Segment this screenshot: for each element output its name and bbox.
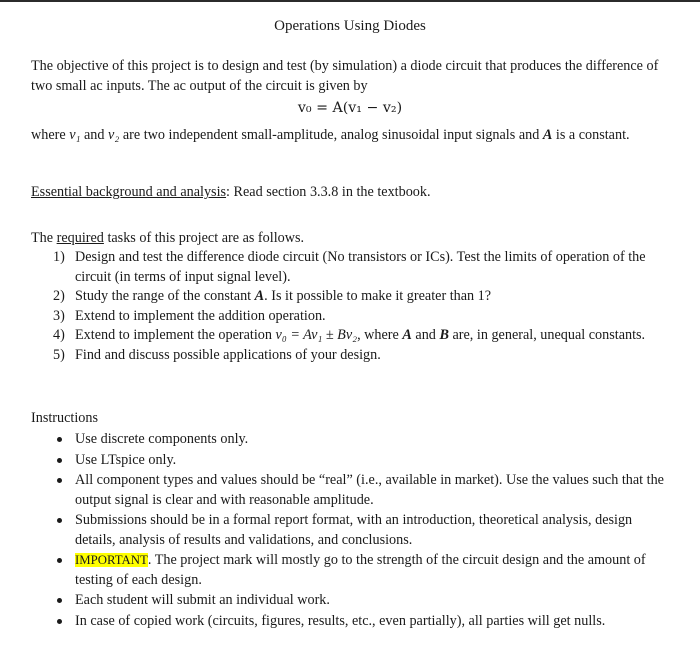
- instruction-item: [53, 591, 669, 611]
- tasks-intro-pre: The: [31, 230, 57, 246]
- instruction-text: In case of copied work (circuits, figures, results, etc., even partially), all parties will get nulls.: [75, 612, 606, 629]
- instruction-text: Use LTspice only.: [75, 451, 177, 468]
- output-formula: v₀ = A(v₁ − v₂): [297, 100, 403, 116]
- task-number: 2): [53, 288, 65, 304]
- instruction-text: Submissions should be in a formal report format, with an introduction, theoretical analysis, design details, analysis of results and validations, and conclusions.: [75, 512, 633, 548]
- task-text: . Is it possible to make it greater than 1?: [264, 288, 492, 304]
- instruction-text: . The project mark will mostly go to the strength of the circuit design and the amount of testing of each design.: [75, 552, 646, 588]
- instruction-item: [53, 551, 669, 590]
- task-number: 3): [53, 307, 65, 324]
- instruction-item: [53, 511, 669, 550]
- tasks-list: [53, 248, 669, 365]
- where-paragraph: [31, 125, 671, 145]
- where-end: is a constant.: [552, 127, 630, 143]
- tasks-intro-post: tasks of this project are as follows.: [103, 230, 305, 246]
- top-divider: [0, 0, 700, 2]
- task-text: Extend to implement the operation: [75, 327, 276, 343]
- and-text: and: [80, 127, 109, 143]
- task-text: are, in general, unequal constants.: [448, 327, 646, 343]
- task-number: 5): [53, 346, 65, 363]
- instruction-text: All component types and values should be “real” (i.e., available in market). Use the values such that the output signal is clear and with reasonable amplitude.: [75, 472, 664, 508]
- task-item: [53, 346, 669, 366]
- important-highlight: IMPORTANT: [75, 553, 148, 567]
- bullet-icon: [57, 437, 62, 442]
- task-item: [53, 287, 669, 307]
- constant-a: A: [402, 327, 412, 343]
- task-text: , where: [357, 327, 403, 343]
- where-prefix: where: [31, 127, 70, 143]
- background-text: : Read section 3.3.8 in the textbook.: [226, 184, 431, 200]
- constant-a: A: [542, 127, 553, 143]
- bullet-icon: [57, 478, 62, 483]
- bullet-icon: [57, 518, 62, 523]
- v2-symbol: v₂: [108, 127, 120, 143]
- task-text: and: [411, 327, 440, 343]
- instruction-item: [53, 451, 669, 471]
- constant-b: B: [439, 327, 449, 343]
- constant-a: A: [254, 288, 265, 304]
- required-word: required: [56, 230, 104, 246]
- bullet-icon: [57, 458, 62, 463]
- instructions-list: [53, 430, 669, 632]
- tasks-intro: [31, 228, 671, 248]
- v1-symbol: v₁: [69, 127, 81, 143]
- task-text: Find and discuss possible applications of your design.: [75, 346, 381, 363]
- instruction-item: [53, 430, 669, 450]
- instruction-item: [53, 471, 669, 510]
- instruction-text: Each student will submit an individual work.: [75, 592, 330, 608]
- objective-paragraph: The objective of this project is to design and test (by simulation) a diode circuit that produces the difference of two small ac inputs. The ac output of the circuit is given by: [31, 58, 659, 94]
- task-text: Extend to implement the addition operation.: [75, 307, 326, 324]
- instruction-text: Use discrete components only.: [75, 431, 249, 447]
- operation-equation: v₀ = Av₁ ± Bv₂: [275, 327, 358, 343]
- bullet-icon: [57, 558, 62, 563]
- task-text: Design and test the difference diode circuit (No transistors or ICs). Test the limits of operation of the circuit (in terms of input signal level).: [75, 249, 646, 285]
- bullet-icon: [57, 598, 62, 603]
- background-paragraph: [31, 182, 671, 202]
- task-item: [53, 248, 669, 287]
- instructions-heading: Instructions: [31, 410, 98, 426]
- where-mid: are two independent small-amplitude, analog sinusoidal input signals and: [119, 127, 543, 143]
- task-number: 1): [53, 249, 65, 265]
- task-number: 4): [53, 327, 65, 343]
- task-text: Study the range of the constant: [75, 288, 255, 304]
- instruction-item: [53, 612, 669, 632]
- task-item: [53, 326, 669, 346]
- task-item: [53, 307, 669, 327]
- background-label: Essential background and analysis: [31, 184, 227, 200]
- document-title: Operations Using Diodes: [274, 18, 426, 34]
- bullet-icon: [57, 619, 62, 624]
